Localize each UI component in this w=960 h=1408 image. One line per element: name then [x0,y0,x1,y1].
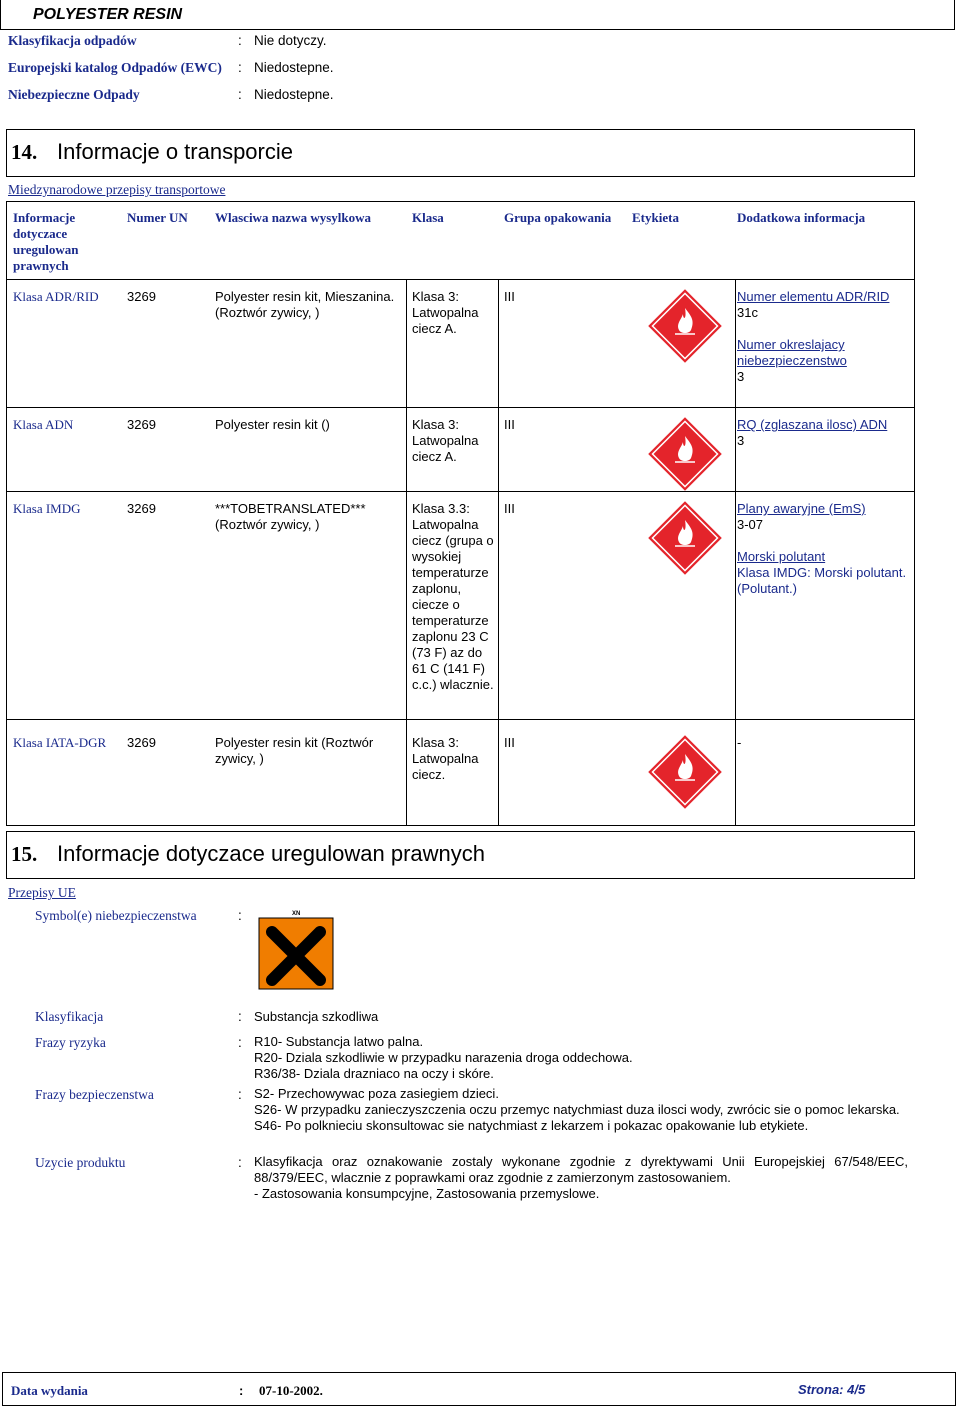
issue-date: 07-10-2002. [259,1383,323,1398]
row-adr-group: III [504,289,515,304]
row-imdg-extra-val-1: 3-07 [737,517,764,532]
waste-classification-value: Nie dotyczy. [254,33,327,48]
row-adr-extra-val-1: 31c [737,305,758,320]
section-15-heading [6,831,915,879]
product-use-label: Uzycie produktu [35,1155,126,1170]
row-iata-un: 3269 [127,735,156,750]
flammable-liquid-icon [645,286,725,366]
row-imdg-group: III [504,501,515,516]
hazardous-waste-label: Niebezpieczne Odpady [8,87,140,102]
row-iata-reg: Klasa IATA-DGR [13,735,107,750]
section-number: 15. [11,842,38,866]
page-header [0,0,955,30]
product-use-line: - Zastosowania konsumpcyjne, Zastosowania przemyslowe. [254,1186,600,1201]
document-title: POLYESTER RESIN [33,6,183,23]
colon: : [238,1087,242,1102]
row-adn-reg: Klasa ADN [13,417,74,432]
row-adr-class: Klasa 3: Latwopalna ciecz A. [412,289,479,336]
safety-phrases [254,1086,908,1134]
row-adr-extra-val-2: 3 [737,369,745,384]
product-use-line: Klasyfikacja oraz oznakowanie zostaly wykonane zgodnie z dyrektywami Unii Europejskiej 67/548/EEC, 88/379/EEC, wlacznie z poprawkami oraz zgodnie z zamierzonym zastosowaniem. [254,1154,908,1185]
harmful-x-icon [258,908,334,990]
section-title: Informacje o transporcie [57,139,293,164]
classification-label: Klasyfikacja [35,1009,104,1024]
row-iata-group: III [504,735,515,750]
issue-date-label: Data wydania [11,1383,88,1398]
row-iata-name: Polyester resin kit (Roztwór zywicy, ) [215,735,374,766]
row-adn-class: Klasa 3: Latwopalna ciecz A. [412,417,479,464]
colon: : [238,1009,242,1024]
hazardous-waste-value: Niedostepne. [254,87,334,102]
col-header-class: Klasa [412,210,444,225]
page-number: Strona: 4/5 [798,1382,866,1397]
ewc-label: Europejski katalog Odpadów (EWC) [8,60,222,75]
product-use [254,1154,908,1202]
row-adr-un: 3269 [127,289,156,304]
colon: : [238,1035,242,1050]
hazard-code: XN [292,911,301,917]
row-imdg-reg: Klasa IMDG [13,501,81,516]
ewc-value: Niedostepne. [254,60,334,75]
colon: : [239,1383,244,1398]
page-footer [2,1372,956,1406]
risk-phrase: R36/38- Dziala drazniaco na oczy i skóre. [254,1066,494,1081]
hazard-symbol-label: Symbol(e) niebezpieczenstwa [35,908,197,923]
colon: : [238,60,242,75]
colon: : [238,1155,242,1170]
colon: : [238,908,242,923]
safety-phrase: S26- W przypadku zanieczyszczenia oczu przemyc natychmiast duza ilosci wody, zwrócic sie o pomoc lekarska. [254,1102,900,1117]
col-header-un: Numer UN [127,210,188,225]
eu-regulations-link[interactable]: Przepisy UE [8,885,76,900]
intl-transport-link[interactable]: Miedzynarodowe przepisy transportowe [8,182,226,197]
row-imdg-extra-key-1: Plany awaryjne (EmS) [737,501,866,516]
section-title: Informacje dotyczace uregulowan prawnych [57,841,486,866]
safety-phrases-label: Frazy bezpieczenstwa [35,1087,154,1102]
row-imdg-un: 3269 [127,501,156,516]
safety-phrase: S46- Po polknieciu skonsultowac sie natychmiast z lekarzem i pokazac opakowanie lub etykiete. [254,1118,809,1133]
row-iata-extra: - [737,735,742,750]
row-adn-extra-val-1: 3 [737,433,745,448]
transport-table [6,201,915,826]
flammable-liquid-icon [645,498,725,578]
row-adr-reg: Klasa ADR/RID [13,289,99,304]
classification-value: Substancja szkodliwa [254,1009,379,1024]
flammable-liquid-icon [645,732,725,812]
row-imdg-class: Klasa 3.3: Latwopalna ciecz (grupa o wysokiej temperaturze zaplonu, ciecze o temperaturze zaplonu 23 C (73 F) az do 61 C (141 F) c.c.) wlacznie. [412,501,494,692]
col-header-extra: Dodatkowa informacja [737,210,866,225]
risk-phrases [254,1034,908,1082]
row-adn-name: Polyester resin kit () [215,417,330,432]
section-14-heading [6,129,915,177]
colon: : [238,87,242,102]
row-iata-class: Klasa 3: Latwopalna ciecz. [412,735,479,782]
safety-phrase: S2- Przechowywac poza zasiegiem dzieci. [254,1086,499,1101]
flammable-liquid-icon [645,414,725,494]
risk-phrase: R20- Dziala szkodliwie w przypadku narazenia droga oddechowa. [254,1050,633,1065]
risk-phrase: R10- Substancja latwo palna. [254,1034,424,1049]
waste-classification-label: Klasyfikacja odpadów [8,33,137,48]
row-adn-un: 3269 [127,417,156,432]
section-number: 14. [11,140,38,164]
risk-phrases-label: Frazy ryzyka [35,1035,106,1050]
row-adn-group: III [504,417,515,432]
row-adr-extra-key-2: Numer okreslajacy niebezpieczenstwo [737,337,847,368]
col-header-label: Etykieta [632,210,679,225]
row-adn-extra-key-1: RQ (zglaszana ilosc) ADN [737,417,888,432]
row-imdg-extra-val-2: Klasa IMDG: Morski polutant. (Polutant.) [737,565,907,596]
row-imdg-name: ***TOBETRANSLATED*** (Roztwór zywicy, ) [215,501,366,532]
row-adr-extra-key-1: Numer elementu ADR/RID [737,289,890,304]
col-header-name: Wlasciwa nazwa wysylkowa [215,210,372,225]
col-header-packing-group: Grupa opakowania [504,210,612,225]
col-header-regulations: Informacje dotyczace uregulowan prawnych [13,210,79,273]
row-adr-name: Polyester resin kit, Mieszanina. (Roztwór zywicy, ) [215,289,395,320]
colon: : [238,33,242,48]
row-imdg-extra-key-2: Morski polutant [737,549,826,564]
